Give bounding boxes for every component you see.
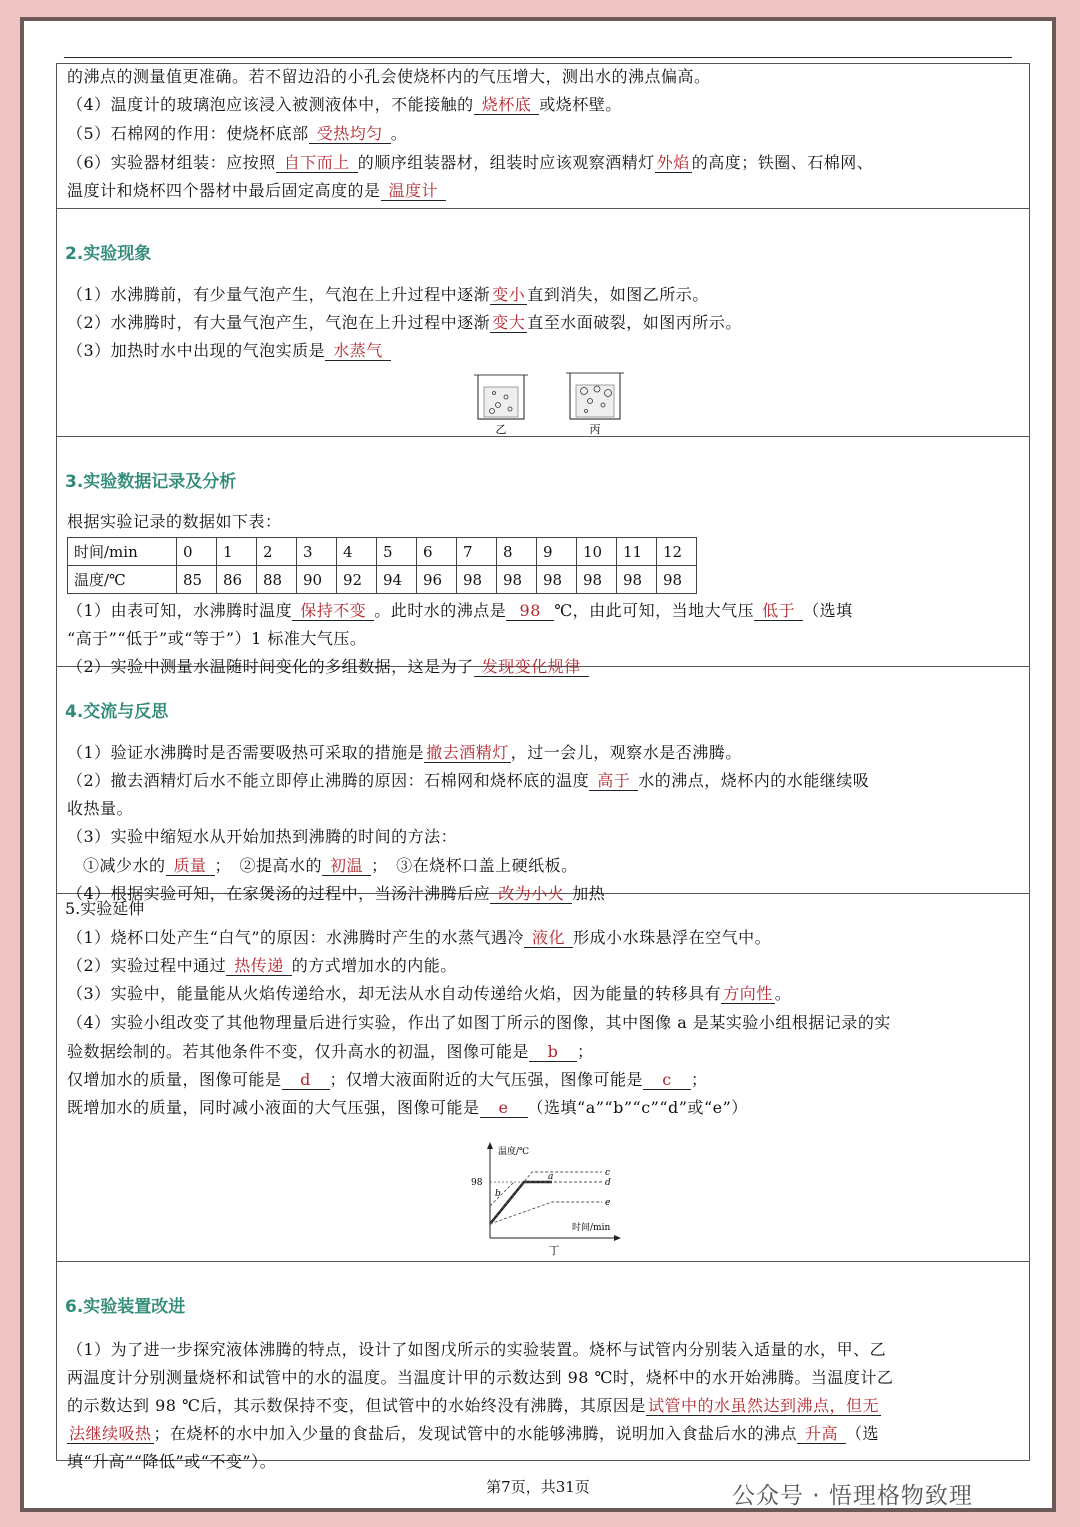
time-cell: 7: [457, 538, 497, 566]
s1-line-3: （5）石棉网的作用：使烧杯底部 受热均匀 。: [67, 124, 408, 143]
answer-blank: 受热均匀: [309, 125, 391, 144]
beaker-bing-figure: [566, 373, 624, 435]
section-3: [56, 437, 1030, 676]
temp-cell: 88: [257, 566, 297, 594]
table-row-temperature: [68, 566, 697, 594]
s1-line-4: （6）实验器材组装：应按照 自下而上 的顺序组装器材，组装时应该观察酒精灯 外焰 的高度；铁圈、石棉网、: [67, 153, 874, 172]
temp-cell: 98: [537, 566, 577, 594]
figure-label-bing: 丙: [589, 423, 601, 435]
s4-line-4: （3）实验中缩短水从开始加热到沸腾的时间的方法：: [67, 827, 458, 846]
s6-line-5: 填“升高”“降低”或“不变”）。: [67, 1452, 277, 1471]
time-cell: 11: [617, 538, 657, 566]
s2-line-2: （2）水沸腾时，有大量气泡产生，气泡在上升过程中逐渐 变大 直至水面破裂，如图丙所示。: [67, 313, 742, 332]
s5-line-6: 仅增加水的质量，图像可能是 d ；仅增大液面附近的大气压强，图像可能是 c ；: [67, 1070, 708, 1089]
curve-c: [490, 1172, 602, 1224]
answer-blank: 方向性: [723, 984, 773, 1003]
curve-label-e: e: [605, 1198, 611, 1208]
s5-line-5: 验数据绘制的。若其他条件不变，仅升高水的初温，图像可能是 b ；: [67, 1042, 594, 1061]
s3-line-2: “高于”“低于”或“等于”）1 标准大气压。: [67, 629, 367, 648]
s2-line-3: （3）加热时水中出现的气泡实质是 水蒸气: [67, 341, 1023, 361]
s4-line-2: （2）撤去酒精灯后水不能立即停止沸腾的原因：石棉网和烧杯底的温度 高于 水的沸点，烧杯内的水能继续吸: [67, 771, 870, 790]
beaker-figures: [472, 369, 632, 435]
section-heading: 6.实验装置改进: [65, 1297, 186, 1317]
y-axis-label: 温度/℃: [498, 1147, 530, 1157]
temp-cell: 98: [617, 566, 657, 594]
answer-blank: 发现变化规律: [474, 658, 589, 677]
row-header: 温度/℃: [68, 566, 177, 594]
curve-e: [490, 1202, 602, 1224]
s5-line-4: （4）实验小组改变了其他物理量后进行实验，作出了如图丁所示的图像，其中图像 a 是某实验小组根据记录的实: [67, 1013, 891, 1032]
answer-blank: 高于: [589, 772, 638, 791]
curve-label-b: b: [495, 1189, 501, 1199]
s1-line-2: （4）温度计的玻璃泡应该浸入被测液体中，不能接触的 烧杯底 或烧杯壁。: [67, 95, 622, 114]
answer-blank: 变大: [492, 313, 526, 332]
s4-line-3: 收热量。: [67, 799, 134, 818]
section-6: [56, 1262, 1030, 1471]
s4-line-5: ①减少水的 质量 ； ②提高水的 初温 ； ③在烧杯口盖上硬纸板。: [83, 856, 578, 875]
s5-line-2: （2）实验过程中通过 热传递 的方式增加水的内能。: [67, 956, 457, 975]
answer-blank: 撤去酒精灯: [426, 743, 509, 762]
s6-line-4: 法继续吸热 ；在烧杯的水中加入少量的食盐后，发现试管中的水能够沸腾，说明加入食盐后水的沸点 升高 （选: [69, 1424, 880, 1443]
time-cell: 10: [577, 538, 617, 566]
section-heading: 4.交流与反思: [65, 702, 169, 722]
s6-line-1: （1）为了进一步探究液体沸腾的特点，设计了如图戊所示的实验装置。烧杯与试管内分别装入适量的水，甲、乙: [67, 1340, 887, 1359]
temp-cell: 92: [337, 566, 377, 594]
answer-blank: 变小: [492, 285, 526, 304]
page-sheet: [20, 17, 1056, 1512]
section-heading: 5.实验延伸: [65, 899, 145, 918]
temp-cell: 98: [657, 566, 697, 594]
time-cell: 5: [377, 538, 417, 566]
temperature-table: [67, 537, 697, 594]
s1-line-1: 的沸点的测量值更准确。若不留边沿的小孔会使烧杯内的气压增大，测出水的沸点偏高。: [67, 67, 711, 86]
time-cell: 2: [257, 538, 297, 566]
answer-blank: c: [643, 1071, 691, 1090]
header-rule: [64, 57, 1012, 58]
time-cell: 4: [337, 538, 377, 566]
temp-cell: 94: [377, 566, 417, 594]
figure-label-yi: 乙: [495, 423, 507, 435]
answer-blank: b: [529, 1043, 577, 1062]
section-4: [56, 667, 1030, 903]
watermark-text: 公众号 · 悟理格物致理: [732, 1483, 973, 1509]
answer-blank: 改为小火: [490, 885, 572, 904]
time-cell: 1: [217, 538, 257, 566]
temp-cell: 85: [177, 566, 217, 594]
temp-cell: 98: [457, 566, 497, 594]
temperature-time-graph: [452, 1134, 627, 1259]
answer-blank: 法继续吸热: [69, 1424, 152, 1443]
section-5: [56, 894, 1030, 1262]
answer-blank: 质量: [166, 857, 215, 876]
section-heading: 2.实验现象: [65, 244, 152, 264]
s5-line-3: （3）实验中，能量能从火焰传递给水，却无法从水自动传递给火焰，因为能量的转移具有 方向性 。: [67, 984, 792, 1003]
s1-line-5: 温度计和烧杯四个器材中最后固定高度的是 温度计: [67, 181, 1023, 201]
y-tick-98: 98: [471, 1178, 483, 1188]
curve-label-d: d: [605, 1178, 611, 1188]
answer-blank: 保持不变: [292, 602, 374, 621]
time-cell: 9: [537, 538, 577, 566]
curve-b: [490, 1182, 514, 1206]
s4-line-6: （4）根据实验可知，在家煲汤的过程中，当汤汁沸腾后应 改为小火 加热: [67, 884, 606, 903]
x-axis-label: 时间/min: [572, 1223, 611, 1233]
answer-blank: 自下而上: [276, 154, 358, 173]
time-cell: 8: [497, 538, 537, 566]
time-cell: 0: [177, 538, 217, 566]
temp-cell: 98: [497, 566, 537, 594]
section-heading: 3.实验数据记录及分析: [65, 472, 237, 492]
curve-label-c: c: [605, 1168, 611, 1178]
answer-blank: d: [282, 1071, 330, 1090]
time-cell: 12: [657, 538, 697, 566]
answer-blank: 升高: [797, 1425, 846, 1444]
section-2: [56, 209, 1030, 437]
page-number: 第7页，共31页: [486, 1478, 590, 1496]
row-header: 时间/min: [68, 538, 177, 566]
answer-blank: e: [480, 1099, 528, 1118]
s5-line-7: 既增加水的质量，同时减小液面的大气压强，图像可能是 e （选填“a”“b”“c”“d”或“e”）: [67, 1098, 748, 1117]
s3-line-1: （1）由表可知，水沸腾时温度 保持不变 。此时水的沸点是 98 ℃，由此可知，当地大气压 低于 （选填: [67, 601, 853, 620]
s3-intro: 根据实验记录的数据如下表：: [67, 512, 282, 531]
answer-blank: 试管中的水虽然达到沸点，但无: [647, 1396, 879, 1415]
temp-cell: 90: [297, 566, 337, 594]
curve-label-a: a: [548, 1172, 554, 1182]
s5-line-1: （1）烧杯口处产生“白气”的原因：水沸腾时产生的水蒸气遇冷 液化 形成小水珠悬浮在空气中。: [67, 928, 772, 947]
beaker-yi-figure: [474, 375, 528, 435]
s6-line-2: 两温度计分别测量烧杯和试管中的水的温度。当温度计甲的示数达到 98 ℃时，烧杯中的水开始沸腾。当温度计乙: [67, 1368, 894, 1387]
answer-blank: 外焰: [656, 153, 690, 172]
answer-blank: 98: [506, 602, 554, 621]
s6-line-3: 的示数达到 98 ℃后，其示数保持不变，但试管中的水始终没有沸腾，其原因是 试管中的水虽然达到沸点，但无: [67, 1396, 879, 1415]
section-1-continued: [56, 63, 1030, 209]
answer-blank: 液化: [524, 929, 573, 948]
answer-blank: 初温: [322, 857, 371, 876]
graph-caption: 丁: [548, 1244, 560, 1257]
answer-blank: 低于: [754, 602, 803, 621]
table-row-time: [68, 538, 697, 566]
answer-blank: 温度计: [381, 182, 447, 201]
temp-cell: 86: [217, 566, 257, 594]
answer-blank: 热传递: [226, 957, 292, 976]
s2-line-1: （1）水沸腾前，有少量气泡产生，气泡在上升过程中逐渐 变小 直到消失，如图乙所示。: [67, 285, 709, 304]
s3-line-3: （2）实验中测量水温随时间变化的多组数据，这是为了 发现变化规律: [67, 657, 1023, 677]
temp-cell: 96: [417, 566, 457, 594]
answer-blank: 水蒸气: [325, 342, 391, 361]
s4-line-1: （1）验证水沸腾时是否需要吸热可采取的措施是 撤去酒精灯 ，过一会儿，观察水是否沸腾。: [67, 743, 742, 762]
time-cell: 6: [417, 538, 457, 566]
temp-cell: 98: [577, 566, 617, 594]
time-cell: 3: [297, 538, 337, 566]
answer-blank: 烧杯底: [474, 96, 540, 115]
